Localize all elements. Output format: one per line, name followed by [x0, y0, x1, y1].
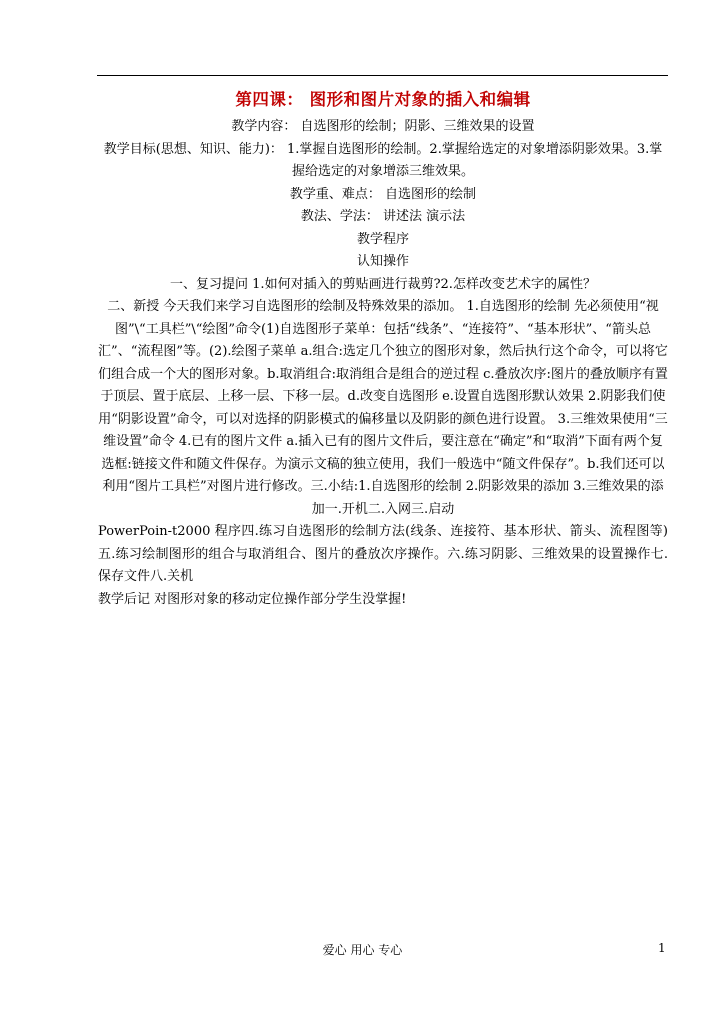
- lesson-title: 第四课： 图形和图片对象的插入和编辑: [235, 90, 531, 109]
- new-lesson-paragraph: 二、新授 今天我们来学习自选图形的绘制及特殊效果的添加。 1.自选图形的绘制 先必须使用“视图”\“工具栏”\“绘图”命令(1)自选图形子菜单：包括“线条”、“连接符”、“基本形状”、“箭头总汇”、“流程图”等。(2).绘图子菜单 a.组合:选定几个独立的图形对象，然后执行这个命令，可以将它们组合成一个大的图形对象。b.取消组合:取消组合是组合的逆过程 c.叠放次序:图片的叠放顺序有置于顶层、置于底层、上移一层、下移一层。d.改变自选图形 e.设置自选图形默认效果 2.阴影我们使用“阴影设置”命令，可以对选择的阴影模式的偏移量以及阴影的颜色进行设置。 3.三维效果使用“三维设置”命令 4.已有的图片文件 a.插入已有的图片文件后，要注意在“确定”和“取消”下面有两个复选框:链接文件和随文件保存。为演示文稿的独立使用，我们一般选中“随文件保存”。b.我们还可以利用“图片工具栏”对图片进行修改。三.小结:1.自选图形的绘制 2.阴影效果的添加 3.三维效果的添加一.开机二.入网三.启动: [98, 299, 668, 517]
- practice-paragraph: PowerPoin-t2000 程序四.练习自选图形的绘制方法(线条、连接符、基本形状、箭头、流程图等)五.练习绘制图形的组合与取消组合、图片的叠放次序操作。六.练习阴影、三维效果的设置操作七.保存文件八.关机: [98, 524, 668, 584]
- footer-motto: 爱心 用心 专心: [322, 943, 403, 957]
- teaching-afterword: 教学后记 对图形对象的移动定位操作部分学生没掌握!: [98, 591, 407, 607]
- teaching-goals: 教学目标(思想、知识、能力)： 1.掌握自选图形的绘制。2.掌握给选定的对象增添阴影效果。3.掌握给选定的对象增添三维效果。: [103, 141, 663, 179]
- document-body: [98, 88, 668, 611]
- cognitive-operation-heading: 认知操作: [356, 254, 409, 269]
- teaching-methods: 教法、学法： 讲述法 演示法: [300, 209, 466, 224]
- page-number: 1: [658, 941, 666, 955]
- review-questions: 一、复习提问 1.如何对插入的剪贴画进行裁剪?2.怎样改变艺术字的属性？: [170, 276, 596, 292]
- teaching-procedure-heading: 教学程序: [356, 231, 409, 247]
- key-points: 教学重、难点： 自选图形的绘制: [289, 186, 477, 202]
- teaching-content: 教学内容： 自选图形的绘制；阴影、三维效果的设置: [231, 119, 535, 134]
- header-rule: [97, 75, 668, 76]
